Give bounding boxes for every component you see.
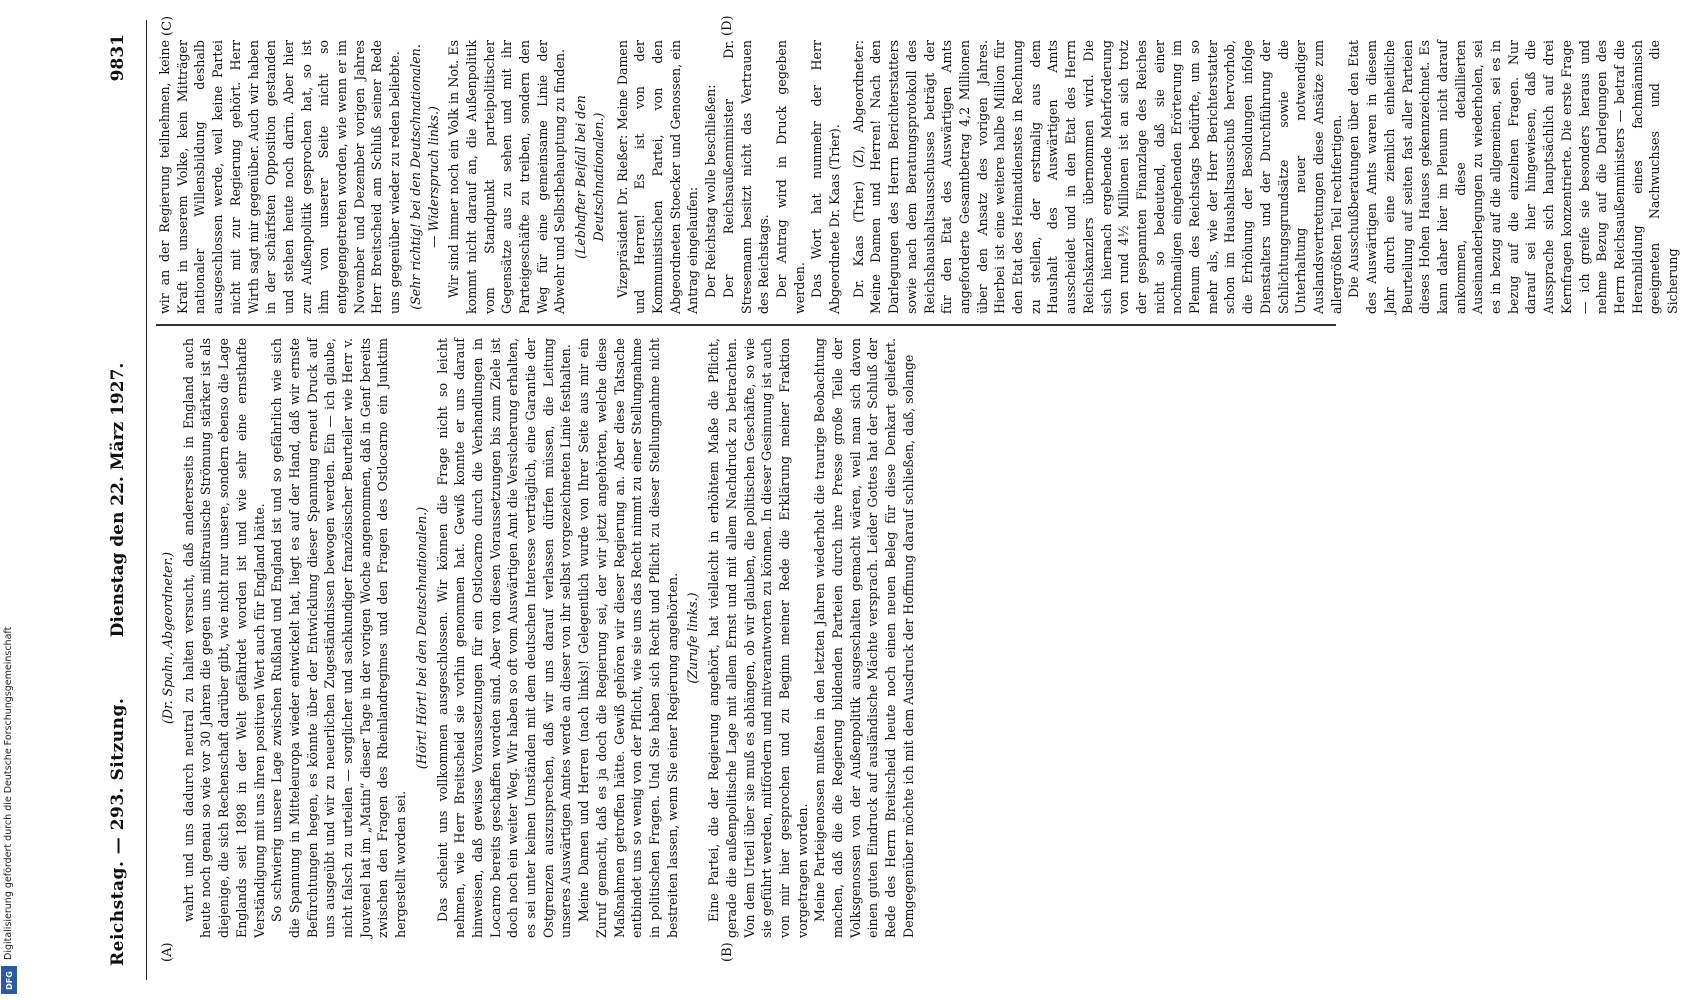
page-number: 9831: [108, 34, 128, 82]
paragraph: Dr. Kaas (Trier) (Z), Abgeordneter: Meine Damen und Herren! Nach den Darlegungen des Herrn Berichterstatters sowie nach dem Beratungsprotokoll des Reichshaushaltsausschusses beträgt der für den Etat des Auswärtigen Amts angeforderte Gesamtbetrag 4,2 Millionen über den Ansatz des vorigen Jahres. Hierbei ist eine weitere halbe Million für den Etat des Heimatdienstes in Rechnung zu stellen, der erstmalig aus dem Haushalt des Auswärtigen Amts ausscheidet und in den Etat des Herrn Reichskanzlers übernommen wird. Die sich hiernach ergebende Mehrforderung von rund 4½ Millionen ist an sich trotz der gespannten Finanzlage des Reiches nicht so bedeutend, daß sie einer nochmaligen eingehenden Erörterung im Plenum des Reichstags bedürfte, um so mehr als, wie der Herr Berichterstatter schon im Haushaltsausschuß hervorhob, die Erhöhung der Besoldungen infolge Dienstalters und der Durchführung der Schlichtungsgrundsätze sowie die Unterhaltung neuer notwendiger Auslandsvertretungen diese Ansätze zum allergrößten Teil rechtfertigen.: [850, 40, 1344, 314]
paragraph: Meine Damen und Herren (nach links)! Gelegentlich wurde von Ihrer Seite aus mir ein Zuruf gemacht, daß es ja doch die Regierung sei, der wir jetzt angehörten, welche diese Maßnahmen getroffen hätte. Gewiß gehören wir dieser Regierung an. Aber diese Tatsache entbindet uns so wenig von der Pflicht, wie sie uns das Recht nimmt zu einer Stellungnahme in politischen Fragen. Und Sie haben sich Recht und Pflicht zu dieser Stellungnahme nicht bestreiten lassen, wenn Sie einer Regierung angehörten.: [576, 338, 680, 938]
margin-letter-d: (D): [720, 15, 735, 36]
paragraph: Wir sind immer noch ein Volk in Not. Es kommt nicht darauf an, die Außenpolitik vom Standpunkt parteipolitischer Gegensätze aus zu sehen und mit ihr Parteigeschäfte zu treiben, sondern den Weg für eine gemeinsame Linie der Abwehr und Selbstbehauptung zu finden.: [446, 40, 568, 314]
paragraph: Das scheint uns vollkommen ausgeschlossen. Wir können die Frage nicht so leicht nehmen, wie Herr Breitscheid sie vorhin genommen hat. Gewiß konnte er uns darauf hinweisen, daß gewisse Voraussetzungen für ein Ostlocarno durch die Verhandlungen in Locarno bereits geschaffen worden sind. Aber von diesen Voraussetzungen bis zum Ziele ist doch noch ein weiter Weg. Wir haben so oft vom Auswärtigen Amt die Versicherung erhalten, es sei unter keinen Umständen mit dem deutschen Interesse verträglich, eine Garantie der Ostgrenzen auszusprechen, daß wir uns darauf verlassen dürfen müssen, die Leitung unseres Auswärtigen Amtes werde an dieser von ihr selbst vorgezeichneten Linie festhalten.: [434, 338, 574, 938]
left-column: [156, 338, 1336, 938]
paragraph: Die Ausschußberatungen über den Etat des Auswärtigen Amts waren in diesem Jahr durch eine ziemlich einheitliche Beurteilung auf seiten fast aller Parteien dieses Hohen Hauses gekennzeichnet. Es kann daher hier im Plenum nicht darauf ankommen, diese detaillierten Auseinanderlegungen zu wiederholen, sei es in bezug auf die allgemeinen, sei es in bezug auf die einzelnen Fragen. Nur darauf sei hier hingewiesen, daß die Aussprache sich hauptsächlich auf drei Kernfragen konzentrierte. Die erste Frage — ich greife sie besonders heraus und nehme Bezug auf die Darlegungen des Herrn Reichsaußenministers — betraf die Heranbildung eines fachmännisch geeigneten Nachwuchses und die Sicherung: [1346, 40, 1681, 314]
dfg-logo-text: DFG: [4, 970, 14, 990]
interjection: (Zurufe links.): [685, 592, 701, 684]
speaker-continuation: (Dr. Spahn, Abgeordneter.): [160, 551, 175, 725]
interjection: (Hört! Hört! bei den Deutschnationalen.): [413, 506, 429, 770]
right-column: [156, 40, 1681, 314]
paragraph: Der Reichsaußenminister Dr. Stresemann besitzt nicht das Vertrauen des Reichstags.: [720, 40, 772, 314]
paragraph: Das Wort hat nunmehr der Herr Abgeordnete Dr. Kaas (Trier).: [809, 40, 843, 314]
paragraph: Meine Parteigenossen mußten in den letzten Jahren wiederholt die traurige Beobachtung machen, daß die die Regierung bildenden Parteien durch ihre Presse große Teile der Volksgenossen von der Außenpolitik ausgeschalten gemacht wären, weil man sich davon einen guten Eindruck auf ausländische Mächte versprach. Leider Gottes hat der Schluß der Rede des Herrn Breitscheid heute noch einen neuen Beleg für diese Denkart geliefert. Demgegenüber möchte ich mit dem Ausdruck der Hoffnung darauf schließen, daß, solange: [812, 338, 916, 938]
dfg-logo: [1, 966, 17, 994]
interjection: (Lebhafter Beifall bei den Deutschnationalen.): [573, 95, 606, 259]
paragraph: Eine Partei, die der Regierung angehört, hat vielleicht in erhöhtem Maße die Pflicht, gerade die außenpolitische Lage mit allem Ernst und mit allem Nachdruck zu betrachten. Von dem Urteil über sie muß es abhängen, ob wir glauben, die politischen Geschäfte, so wie sie geführt werden, mitfördern und mitverantworten zu können. In dieser Gesinnung ist auch von mir hier gesprochen und zu Beginn meiner Rede die Erklärung meiner Fraktion vorgetragen worden.: [706, 338, 810, 938]
column-divider: [156, 325, 1336, 327]
paragraph: wir an der Regierung teilnehmen, keine Kraft in unserem Volke, kein Mitträger nationaler Willensbildung deshalb ausgeschlossen werde, weil keine Partei nicht mit zur Regierung gehört. Herr Wirth sagt mir gegenüber. Auch wir haben in der schärfsten Opposition gestanden und stehen heute noch darin. Aber hier zur Außenpolitik gesprochen hat, so ist ihm von unserer Seite nicht so entgegengetreten worden, wie wenn er im November und Dezember vorigen Jahres Herr Breitscheid am Schluß seiner Rede uns gegenüber wieder zu reden beliebte.: [157, 40, 403, 314]
paragraph: Der Antrag wird in Druck gegeben werden.: [773, 40, 807, 314]
paragraph: Vizepräsident Dr. Rießer: Meine Damen und Herren! Es ist von der Kommunistischen Partei, von den Abgeordneten Stoecker und Genossen, ein Antrag eingelaufen:: [614, 40, 701, 314]
interjection: (Sehr richtig! bei den Deutschnationalen. — Widerspruch links.): [407, 44, 441, 310]
paragraph: So schwierig unsere Lage zwischen Rußland und England ist und so gefährlich wie sich die Spannung in Mitteleuropa wieder entwickelt hat, liegt es auf der Hand, daß wir ernste Befürchtungen hegen, es könnte über der Entwicklung dieser Spannung erneut Druck auf uns ausgeübt und wir zu neuerlichen Zugeständnissen bewogen werden. Ein — ich glaube, nicht falsch zu urteilen — sorglicher und sachkundiger französischer Beurteiler wie Herr v. Jouvenel hat im „Matin“ dieser Tage in der vorigen Woche angenommen, daß in Genf bereits zwischen den Fragen des Rheinlandregimes und den Fragen des Ostlocarno ein Junktim hergestellt worden sei.: [269, 338, 409, 938]
paragraph: wahrt und uns dadurch neutral zu halten versucht, daß andererseits in England auch heute noch genau so wie vor 30 Jahren die gegen uns mißtrauische Strömung stärker ist als diejenige, die sich Rechenschaft darüber gibt, wie nicht nur unsere, sondern ebenso die Lage Englands seit 1898 in der Welt gefährdet worden ist und wie sehr eine ernsthafte Verständigung mit uns ihren positiven Wert auch für England hätte.: [180, 338, 267, 938]
credit-text: Digitalisierung gefördert durch die Deutsche Forschungsgemeinschaft: [3, 626, 14, 960]
margin-letter-c: (C): [160, 15, 175, 36]
page-header: [100, 20, 147, 980]
newspaper-page: [100, 15, 1681, 980]
margin-letter-b: (B): [720, 942, 735, 962]
header-left: Reichstag. — 293. Sitzung.: [108, 697, 128, 966]
margin-letter-a: (A): [160, 942, 175, 962]
header-date: Dienstag den 22. März 1927.: [108, 362, 128, 638]
paragraph: Der Reichstag wolle beschließen:: [703, 84, 719, 298]
